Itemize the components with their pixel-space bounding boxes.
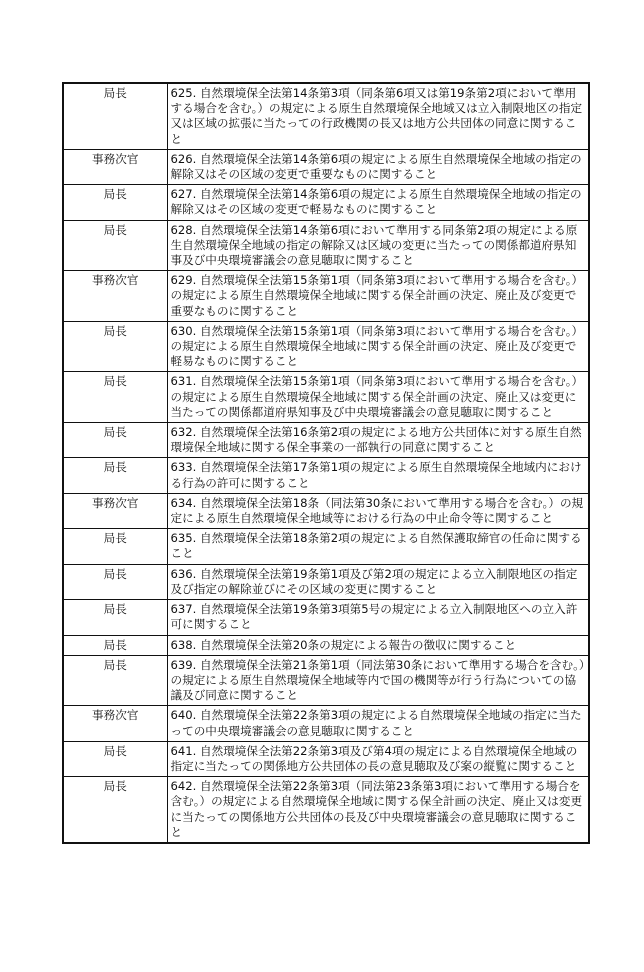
item-text: 自然環境保全法第19条第1項及び第2項の規定による立入制限地区の指定及び指定の解除並びにその区域の変更に関すること	[170, 566, 578, 596]
item-cell	[167, 493, 589, 528]
item-cell	[167, 600, 589, 635]
item-cell	[167, 372, 589, 423]
item-number: 636.	[170, 566, 197, 581]
item-cell	[167, 149, 589, 184]
item-cell	[167, 741, 589, 776]
item-number: 625.	[170, 86, 197, 100]
approver-cell: 局長	[63, 83, 167, 149]
item-cell	[167, 706, 589, 741]
item-text: 自然環境保全法第18条第2項の規定による自然保護取締官の任命に関すること	[170, 531, 582, 561]
item-cell	[167, 529, 589, 564]
approver-cell: 事務次官	[63, 271, 167, 322]
item-number: 640.	[170, 708, 197, 723]
item-cell	[167, 185, 589, 220]
approver-cell: 局長	[63, 458, 167, 493]
approver-cell: 局長	[63, 185, 167, 220]
approver-cell: 局長	[63, 600, 167, 635]
item-cell	[167, 635, 589, 655]
item-cell	[167, 423, 589, 458]
table-row	[63, 741, 589, 776]
item-text: 自然環境保全法第15条第1項（同条第3項において準用する場合を含む。）の規定による原生自然環境保全地域に関する保全計画の決定、廃止及び変更で重要なものに関すること	[170, 273, 584, 318]
approver-cell: 局長	[63, 423, 167, 458]
item-text: 自然環境保全法第16条第2項の規定による地方公共団体に対する原生自然環境保全地域に関する保全事業の一部執行の同意に関すること	[170, 425, 582, 455]
table-row	[63, 564, 589, 599]
item-cell	[167, 220, 589, 271]
item-text: 自然環境保全法第14条第6項において準用する同条第2項の規定による原生自然環境保全地域の指定の解除又は区域の変更に当たっての関係都道府県知事及び中央環境審議会の意見聴取に関すること	[170, 222, 578, 268]
item-cell	[167, 83, 589, 149]
item-number: 626.	[170, 151, 197, 166]
approver-cell: 局長	[63, 372, 167, 423]
item-number: 633.	[170, 460, 197, 475]
item-text: 自然環境保全法第21条第1項（同法第30条において準用する場合を含む。）の規定による原生自然環境保全地域等内で国の機関等が行う行為についての協議及び同意に関すること	[170, 657, 585, 703]
table-row	[63, 83, 589, 149]
item-number: 642.	[170, 779, 197, 794]
item-number: 629.	[170, 273, 197, 288]
item-cell	[167, 458, 589, 493]
item-text: 自然環境保全法第15条第1項（同条第3項において準用する場合を含む。）の規定による原生自然環境保全地域に関する保全計画の決定、廃止又は変更に当たっての関係都道府県知事及び中央環境審議会の意見聴取に関すること	[170, 374, 584, 419]
item-text: 自然環境保全法第22条第3項の規定による自然環境保全地域の指定に当たっての中央環境審議会の意見聴取に関すること	[170, 708, 582, 738]
table-row	[63, 777, 589, 843]
table-row	[63, 706, 589, 741]
table-row	[63, 655, 589, 706]
item-number: 627.	[170, 187, 197, 202]
table-row	[63, 423, 589, 458]
item-cell	[167, 321, 589, 372]
item-number: 628.	[170, 222, 197, 237]
table-row	[63, 458, 589, 493]
item-text: 自然環境保全法第19条第3項第5号の規定による立入制限地区への立入許可に関すること	[170, 602, 578, 632]
item-number: 639.	[170, 657, 197, 672]
approver-cell: 局長	[63, 564, 167, 599]
table-row	[63, 271, 589, 322]
item-cell	[167, 564, 589, 599]
approver-cell: 事務次官	[63, 493, 167, 528]
item-cell	[167, 777, 589, 843]
item-text: 自然環境保全法第14条第6項の規定による原生自然環境保全地域の指定の解除又はその区域の変更で軽易なものに関すること	[170, 187, 582, 217]
item-number: 641.	[170, 743, 197, 758]
document-page	[62, 82, 588, 844]
item-text: 自然環境保全法第18条（同法第30条において準用する場合を含む。）の規定による原生自然環境保全地域等における行為の中止命令等に関すること	[170, 495, 584, 526]
table-row	[63, 372, 589, 423]
approver-cell: 局長	[63, 655, 167, 706]
item-number: 634.	[170, 495, 197, 510]
table-row	[63, 635, 589, 655]
item-number: 637.	[170, 602, 197, 617]
item-text: 自然環境保全法第22条第3項及び第4項の規定による自然環境保全地域の指定に当たっての関係地方公共団体の長の意見聴取及び案の縦覧に関すること	[170, 743, 578, 773]
approver-cell: 局長	[63, 220, 167, 271]
approver-cell: 局長	[63, 529, 167, 564]
table-body	[63, 83, 589, 843]
item-number: 632.	[170, 425, 197, 440]
item-text: 自然環境保全法第17条第1項の規定による原生自然環境保全地域内における行為の許可に関すること	[170, 460, 582, 490]
approver-cell: 局長	[63, 741, 167, 776]
approver-cell: 局長	[63, 777, 167, 843]
item-number: 638.	[170, 637, 197, 652]
table-row	[63, 493, 589, 528]
table-row	[63, 185, 589, 220]
table-row	[63, 529, 589, 564]
item-text: 自然環境保全法第14条第3項（同条第6項又は第19条第2項において準用する場合を含む。）の規定による原生自然環境保全地域又は立入制限地区の指定又は区域の拡張に当たっての行政機関の長又は地方公共団体の同意に関すること	[170, 86, 583, 146]
table-row	[63, 149, 589, 184]
delegation-table	[62, 82, 590, 844]
item-text: 自然環境保全法第15条第1項（同条第3項において準用する場合を含む。）の規定による原生自然環境保全地域に関する保全計画の決定、廃止及び変更で軽易なものに関すること	[170, 323, 584, 369]
table-row	[63, 220, 589, 271]
table-row	[63, 600, 589, 635]
approver-cell: 事務次官	[63, 706, 167, 741]
item-text: 自然環境保全法第14条第6項の規定による原生自然環境保全地域の指定の解除又はその区域の変更で重要なものに関すること	[170, 151, 582, 182]
item-cell	[167, 655, 589, 706]
item-number: 631.	[170, 374, 197, 389]
table-row	[63, 321, 589, 372]
approver-cell: 事務次官	[63, 149, 167, 184]
item-cell	[167, 271, 589, 322]
approver-cell: 局長	[63, 635, 167, 655]
item-text: 自然環境保全法第20条の規定による報告の徴収に関すること	[200, 637, 517, 652]
item-number: 630.	[170, 323, 197, 338]
approver-cell: 局長	[63, 321, 167, 372]
item-number: 635.	[170, 531, 197, 546]
item-text: 自然環境保全法第22条第3項（同法第23条第3項において準用する場合を含む。）の規定による自然環境保全地域に関する保全計画の決定、廃止又は変更に当たっての関係地方公共団体の長及び中央環境審議会の意見聴取に関すること	[170, 779, 583, 839]
